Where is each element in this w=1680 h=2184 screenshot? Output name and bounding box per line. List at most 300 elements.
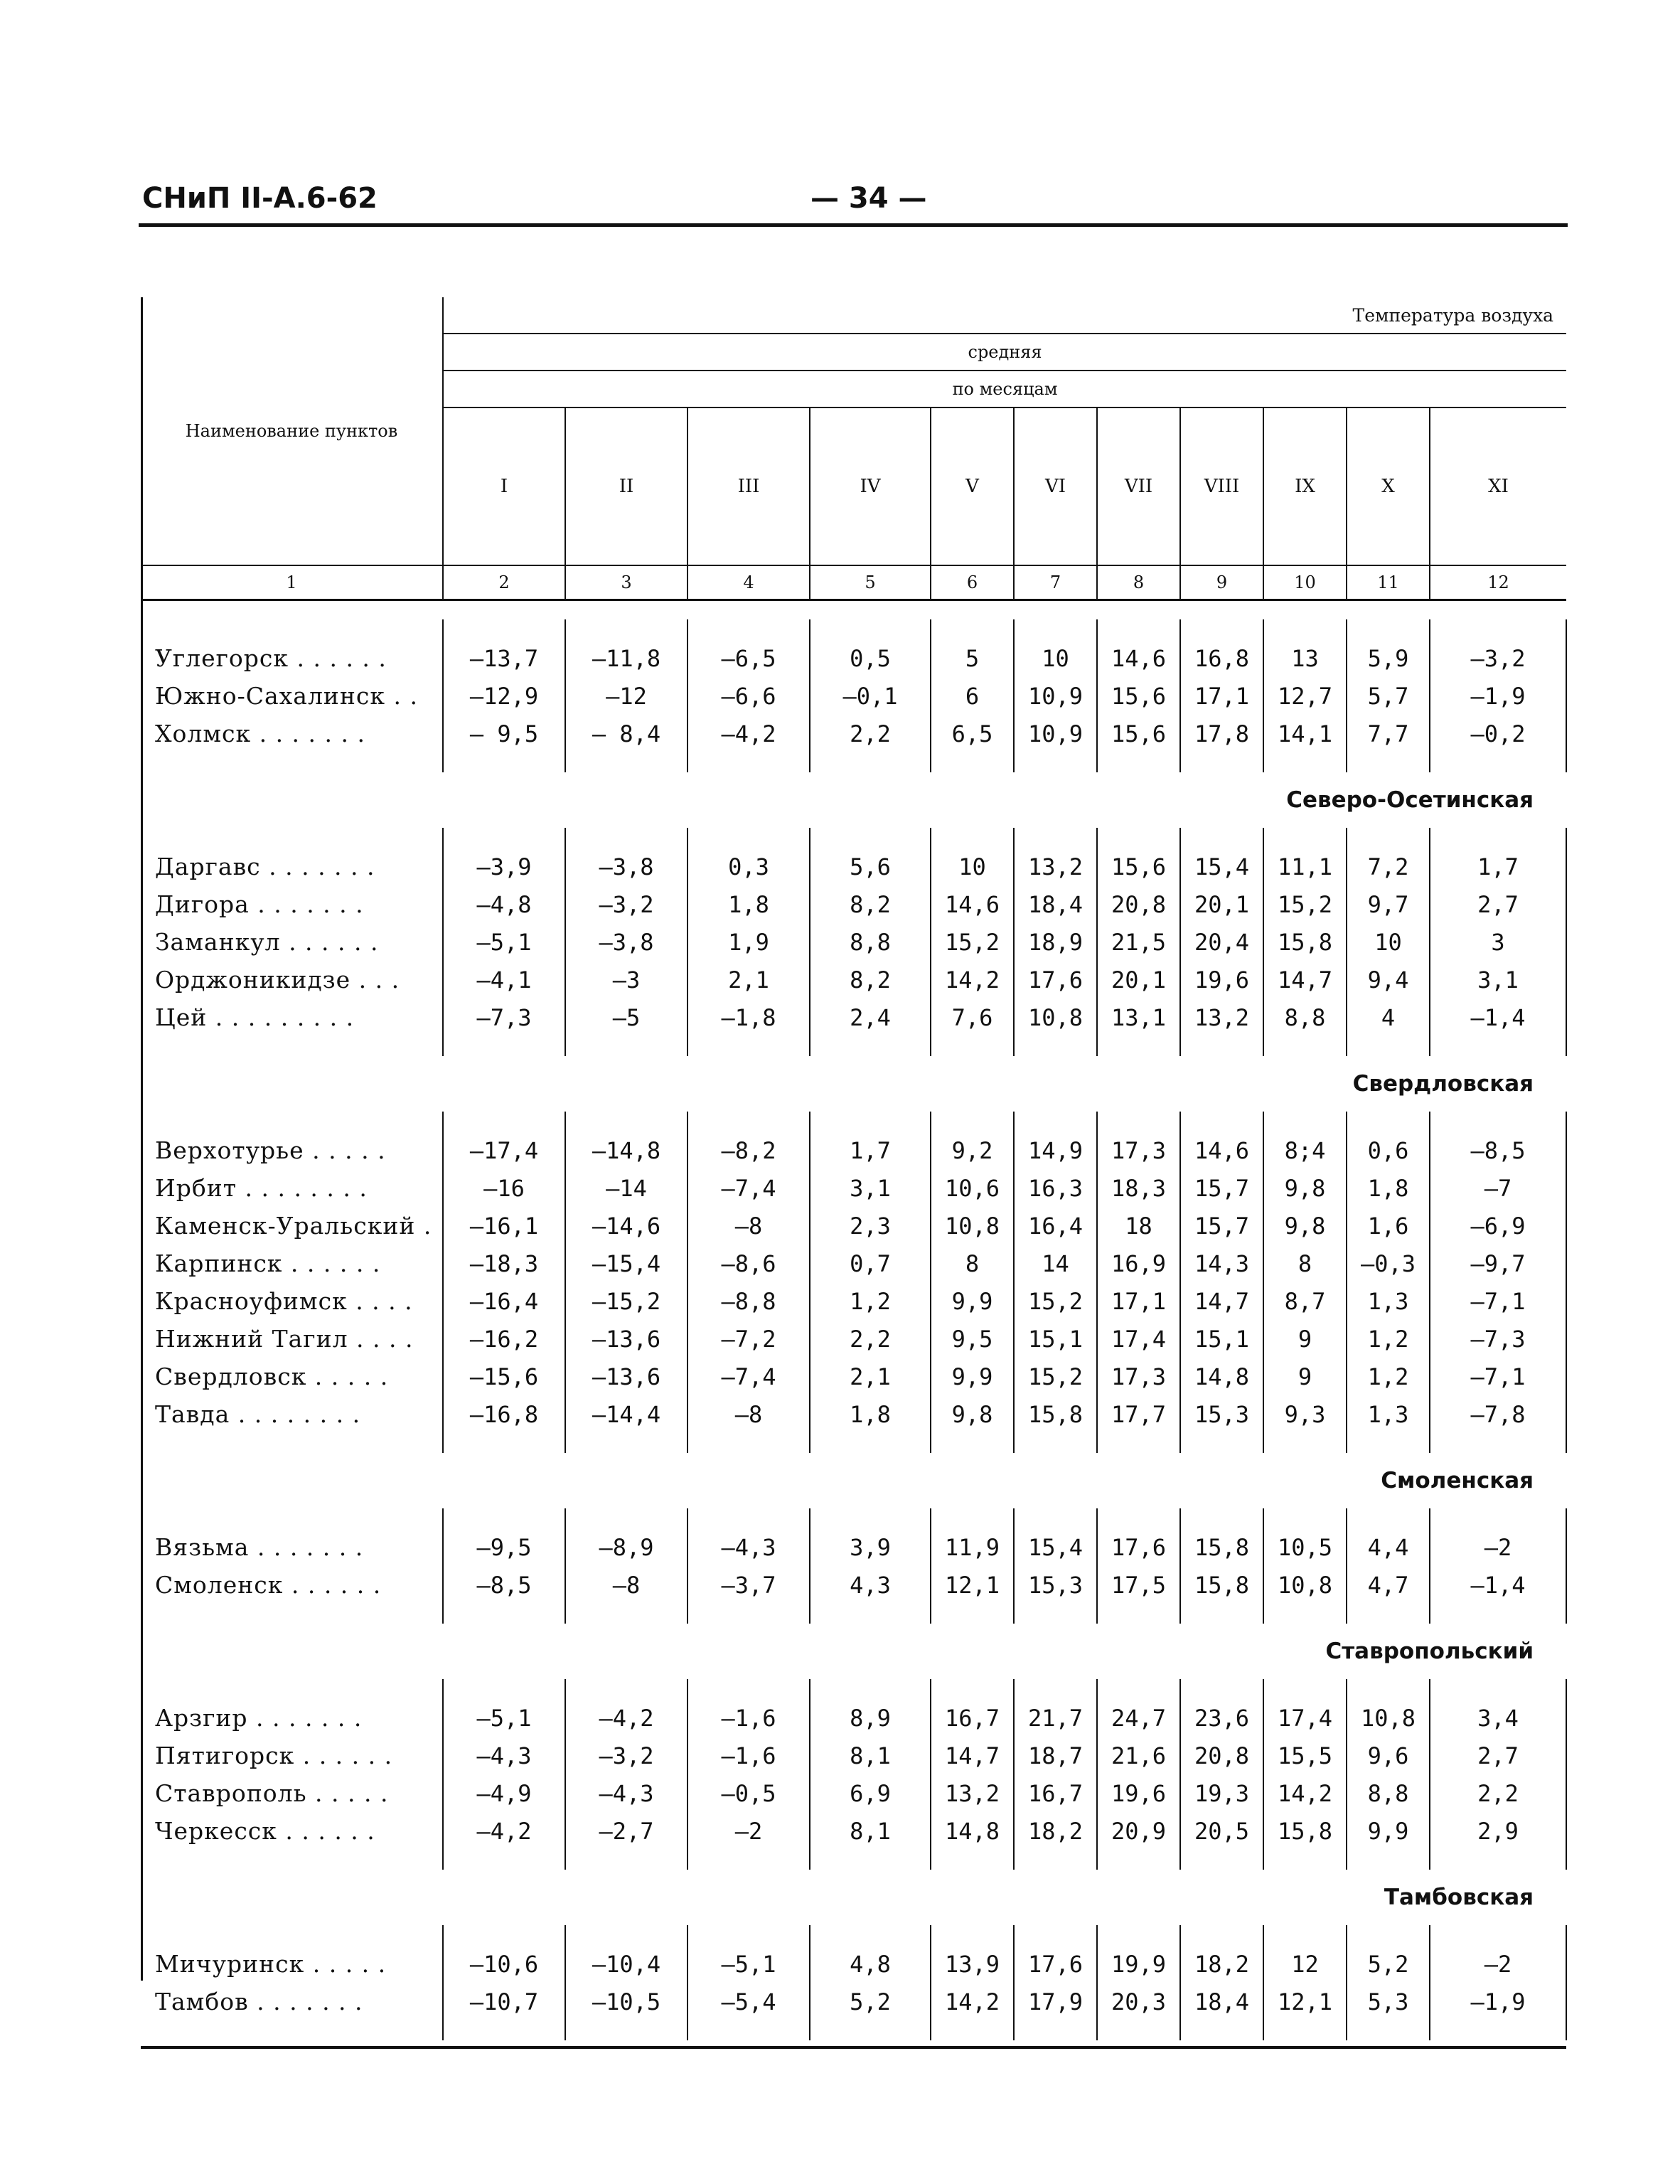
gap-cell	[1180, 752, 1263, 772]
temperature-value: 16,7	[1014, 1774, 1097, 1812]
temperature-value: 10,6	[931, 1169, 1014, 1207]
temperature-value: 15,7	[1180, 1207, 1263, 1245]
temperature-value: 1,2	[1347, 1320, 1430, 1358]
gap-cell	[931, 1850, 1014, 1870]
station-name: Мичуринск . . . . .	[141, 1945, 443, 1983]
table-row	[141, 1169, 1566, 1207]
gap-cell	[1347, 1850, 1430, 1870]
temperature-value: —10,6	[443, 1945, 565, 1983]
temperature-value: —4,8	[443, 885, 565, 923]
gap-cell	[810, 619, 931, 639]
temperature-value: 14,1	[1263, 715, 1347, 752]
temperature-value: 4,4	[1347, 1528, 1430, 1566]
temperature-value: 20,5	[1180, 1812, 1263, 1850]
bottom-rule-row	[141, 2040, 1566, 2047]
gap-cell	[1263, 1679, 1347, 1699]
temperature-value: 18,2	[1180, 1945, 1263, 1983]
temperature-value: 15,7	[1180, 1169, 1263, 1207]
temperature-value: 14,9	[1014, 1131, 1097, 1169]
temperature-value: —11,8	[565, 639, 687, 677]
temperature-value: — 8,4	[565, 715, 687, 752]
temperature-value: —3,8	[565, 923, 687, 961]
temperature-value: —7,2	[687, 1320, 810, 1358]
gap-cell	[931, 1433, 1014, 1453]
temperature-value: —14,6	[565, 1207, 687, 1245]
gap-cell	[1430, 1112, 1566, 1131]
temperature-value: 3,1	[810, 1169, 931, 1207]
column-number: 5	[810, 565, 931, 600]
gap-cell	[141, 1604, 443, 1624]
gap-cell	[1014, 1679, 1097, 1699]
temperature-value: 17,6	[1097, 1528, 1180, 1566]
gap-row	[141, 1850, 1566, 1870]
station-name: Ирбит . . . . . . . .	[141, 1169, 443, 1207]
station-name: Каменск-Уральский .	[141, 1207, 443, 1245]
temperature-value: 9,4	[1347, 961, 1430, 998]
gap-cell	[1430, 1036, 1566, 1056]
gap-cell	[1347, 1508, 1430, 1528]
temperature-value: 21,7	[1014, 1699, 1097, 1737]
gap-cell	[1014, 828, 1097, 848]
gap-cell	[565, 1508, 687, 1528]
temperature-value: —18,3	[443, 1245, 565, 1282]
temperature-value: —8,2	[687, 1131, 810, 1169]
table-row	[141, 1774, 1566, 1812]
temperature-value: 9,3	[1263, 1395, 1347, 1433]
month-header: VII	[1097, 407, 1180, 565]
temperature-value: 2,2	[1430, 1774, 1566, 1812]
temperature-value: —3,8	[565, 848, 687, 885]
gap-cell	[1430, 1925, 1566, 1945]
temperature-value: 19,6	[1180, 961, 1263, 998]
temperature-value: 12	[1263, 1945, 1347, 1983]
temperature-value: 14,2	[931, 961, 1014, 998]
temperature-value: 8	[1263, 1245, 1347, 1282]
gap-cell	[1347, 752, 1430, 772]
temperature-value: —0,5	[687, 1774, 810, 1812]
gap-cell	[687, 828, 810, 848]
gap-cell	[443, 1036, 565, 1056]
temperature-value: 2,7	[1430, 885, 1566, 923]
temperature-value: —7,4	[687, 1169, 810, 1207]
temperature-value: 14,7	[931, 1737, 1014, 1774]
gap-cell	[1180, 1112, 1263, 1131]
gap-cell	[141, 1036, 443, 1056]
gap-cell	[1014, 619, 1097, 639]
month-header: IV	[810, 407, 931, 565]
temperature-value: 16,4	[1014, 1207, 1097, 1245]
temperature-value: 14,2	[931, 1983, 1014, 2020]
temperature-value: 13,1	[1097, 998, 1180, 1036]
temperature-value: 16,7	[931, 1699, 1014, 1737]
temperature-value: 2,3	[810, 1207, 931, 1245]
temperature-value: 14,2	[1263, 1774, 1347, 1812]
region-heading: Северо-Осетинская	[1286, 787, 1534, 813]
temperature-value: —1,4	[1430, 1566, 1566, 1604]
column-number: 2	[443, 565, 565, 600]
temperature-value: 20,3	[1097, 1983, 1180, 2020]
gap-cell	[1263, 1925, 1347, 1945]
gap-cell	[443, 1433, 565, 1453]
temperature-value: 5	[931, 639, 1014, 677]
temperature-value: 2,1	[687, 961, 810, 998]
gap-cell	[565, 2020, 687, 2040]
temperature-value: —4,2	[687, 715, 810, 752]
temperature-value: 20,1	[1180, 885, 1263, 923]
station-name: Южно-Сахалинск . .	[141, 677, 443, 715]
region-heading: Смоленская	[1381, 1468, 1534, 1493]
sub-header-by-months: по месяцам	[443, 371, 1566, 407]
temperature-value: —6,6	[687, 677, 810, 715]
temperature-value: 15,2	[931, 923, 1014, 961]
gap-cell	[141, 1508, 443, 1528]
temperature-value: 1,3	[1347, 1395, 1430, 1433]
temperature-value: 15,1	[1180, 1320, 1263, 1358]
temperature-value: —8	[565, 1566, 687, 1604]
temperature-value: 1,6	[1347, 1207, 1430, 1245]
temperature-value: 5,2	[810, 1983, 931, 2020]
temperature-value: 13,2	[1014, 848, 1097, 885]
gap-cell	[443, 1925, 565, 1945]
gap-cell	[931, 1036, 1014, 1056]
temperature-value: —16,2	[443, 1320, 565, 1358]
gap-cell	[565, 828, 687, 848]
gap-cell	[443, 828, 565, 848]
temperature-value: —14,8	[565, 1131, 687, 1169]
temperature-value: 16,8	[1180, 639, 1263, 677]
gap-cell	[810, 1508, 931, 1528]
page-number: — 34 —	[810, 182, 927, 215]
gap-cell	[687, 1679, 810, 1699]
gap-cell	[810, 752, 931, 772]
gap-cell	[1263, 1036, 1347, 1056]
table-row	[141, 1737, 1566, 1774]
station-name: Свердловск . . . . .	[141, 1358, 443, 1395]
gap-cell	[1014, 1508, 1097, 1528]
temperature-value: —4,2	[443, 1812, 565, 1850]
table-row	[141, 1358, 1566, 1395]
temperature-value: —12	[565, 677, 687, 715]
temperature-value: 9	[1263, 1320, 1347, 1358]
temperature-value: 17,1	[1097, 1282, 1180, 1320]
gap-cell	[1263, 619, 1347, 639]
gap-cell	[687, 752, 810, 772]
temperature-value: 9	[1263, 1358, 1347, 1395]
station-name: Красноуфимск . . . .	[141, 1282, 443, 1320]
temperature-value: —3,2	[565, 885, 687, 923]
temperature-value: —4,1	[443, 961, 565, 998]
temperature-value: 13,2	[931, 1774, 1014, 1812]
table-row	[141, 1131, 1566, 1169]
month-header: X	[1347, 407, 1430, 565]
table-row	[141, 1395, 1566, 1433]
station-name: Нижний Тагил . . . .	[141, 1320, 443, 1358]
temperature-value: —8	[687, 1395, 810, 1433]
table-row	[141, 715, 1566, 752]
gap-cell	[1430, 2020, 1566, 2040]
temperature-value: —1,8	[687, 998, 810, 1036]
gap-cell	[1347, 1112, 1430, 1131]
temperature-value: 8,9	[810, 1699, 931, 1737]
temperature-value: —7	[1430, 1169, 1566, 1207]
table-row	[141, 1245, 1566, 1282]
table-row	[141, 1699, 1566, 1737]
temperature-value: —13,7	[443, 639, 565, 677]
temperature-value: —7,1	[1430, 1282, 1566, 1320]
temperature-value: 11,1	[1263, 848, 1347, 885]
temperature-value: 10	[1347, 923, 1430, 961]
gap-cell	[1430, 1604, 1566, 1624]
temperature-value: —3,2	[1430, 639, 1566, 677]
temperature-value: 2,2	[810, 715, 931, 752]
gap-cell	[565, 1850, 687, 1870]
temperature-value: 1,2	[810, 1282, 931, 1320]
temperature-value: 10,8	[1347, 1699, 1430, 1737]
temperature-value: 12,7	[1263, 677, 1347, 715]
temperature-value: —8,9	[565, 1528, 687, 1566]
gap-row	[141, 1433, 1566, 1453]
temperature-value: —5,1	[443, 923, 565, 961]
temperature-value: —6,9	[1430, 1207, 1566, 1245]
temperature-value: —8,5	[443, 1566, 565, 1604]
header-rule	[139, 223, 1568, 227]
month-header: IX	[1263, 407, 1347, 565]
gap-cell	[931, 2020, 1014, 2040]
temperature-value: —2	[1430, 1945, 1566, 1983]
temperature-value: —16	[443, 1169, 565, 1207]
gap-row	[141, 1679, 1566, 1699]
gap-cell	[1263, 1508, 1347, 1528]
temperature-value: 9,5	[931, 1320, 1014, 1358]
gap-cell	[443, 1850, 565, 1870]
temperature-value: —8,6	[687, 1245, 810, 1282]
month-header: V	[931, 407, 1014, 565]
station-name: Пятигорск . . . . . .	[141, 1737, 443, 1774]
column-number: 11	[1347, 565, 1430, 600]
temperature-value: 18	[1097, 1207, 1180, 1245]
gap-cell	[1097, 1679, 1180, 1699]
temperature-value: —4,2	[565, 1699, 687, 1737]
temperature-value: 6,9	[810, 1774, 931, 1812]
temperature-value: —4,3	[565, 1774, 687, 1812]
station-name: Тавда . . . . . . . .	[141, 1395, 443, 1433]
temperature-value: 10,9	[1014, 715, 1097, 752]
station-name: Вязьма . . . . . . .	[141, 1528, 443, 1566]
temperature-value: 14,3	[1180, 1245, 1263, 1282]
temperature-value: 2,9	[1430, 1812, 1566, 1850]
temperature-value: 4,3	[810, 1566, 931, 1604]
gap-cell	[1430, 1508, 1566, 1528]
gap-cell	[1430, 1679, 1566, 1699]
temperature-value: 17,6	[1014, 1945, 1097, 1983]
gap-cell	[1430, 752, 1566, 772]
temperature-value: 19,3	[1180, 1774, 1263, 1812]
temperature-value: —9,5	[443, 1528, 565, 1566]
temperature-value: 6	[931, 677, 1014, 715]
gap-cell	[141, 619, 443, 639]
temperature-value: —16,4	[443, 1282, 565, 1320]
name-column-header: Наименование пунктов	[141, 297, 443, 565]
gap-cell	[1097, 1925, 1180, 1945]
table-row	[141, 677, 1566, 715]
gap-cell	[810, 1112, 931, 1131]
gap-cell	[565, 1679, 687, 1699]
temperature-value: 18,4	[1180, 1983, 1263, 2020]
gap-cell	[1180, 1604, 1263, 1624]
column-number: 4	[687, 565, 810, 600]
gap-cell	[1347, 828, 1430, 848]
temperature-value: 10,9	[1014, 677, 1097, 715]
gap-cell	[1180, 828, 1263, 848]
temperature-value: 9,2	[931, 1131, 1014, 1169]
temperature-value: 8,8	[810, 923, 931, 961]
sub-header-average: средняя	[443, 334, 1566, 371]
temperature-value: —10,5	[565, 1983, 687, 2020]
gap-cell	[687, 1925, 810, 1945]
temperature-value: 17,1	[1180, 677, 1263, 715]
gap-row	[141, 1508, 1566, 1528]
temperature-value: —7,8	[1430, 1395, 1566, 1433]
temperature-value: 10,8	[931, 1207, 1014, 1245]
temperature-value: —15,2	[565, 1282, 687, 1320]
temperature-value: 1,7	[810, 1131, 931, 1169]
temperature-value: 20,4	[1180, 923, 1263, 961]
temperature-value: 17,6	[1014, 961, 1097, 998]
temperature-value: —14	[565, 1169, 687, 1207]
temperature-value: 1,8	[1347, 1169, 1430, 1207]
gap-cell	[443, 1112, 565, 1131]
temperature-value: 8,8	[1347, 1774, 1430, 1812]
month-header: VIII	[1180, 407, 1263, 565]
spacer-cell	[141, 600, 1566, 620]
page-header	[142, 182, 1564, 225]
temperature-value: 17,7	[1097, 1395, 1180, 1433]
temperature-value: 9,9	[1347, 1812, 1430, 1850]
temperature-value: 15,2	[1014, 1358, 1097, 1395]
temperature-value: 20,1	[1097, 961, 1180, 998]
temperature-value: 21,6	[1097, 1737, 1180, 1774]
region-row	[141, 1624, 1566, 1679]
temperature-value: 3,1	[1430, 961, 1566, 998]
column-number: 7	[1014, 565, 1097, 600]
temperature-value: —0,3	[1347, 1245, 1430, 1282]
month-header: II	[565, 407, 687, 565]
temperature-value: 2,7	[1430, 1737, 1566, 1774]
temperature-value: 9,9	[931, 1282, 1014, 1320]
column-number: 8	[1097, 565, 1180, 600]
gap-cell	[565, 1036, 687, 1056]
temperature-value: 20,8	[1180, 1737, 1263, 1774]
temperature-value: —4,3	[443, 1737, 565, 1774]
region-row	[141, 1056, 1566, 1112]
gap-cell	[141, 1112, 443, 1131]
gap-cell	[1097, 752, 1180, 772]
gap-cell	[1097, 828, 1180, 848]
station-name: Углегорск . . . . . .	[141, 639, 443, 677]
column-number: 3	[565, 565, 687, 600]
temperature-value: 14,7	[1263, 961, 1347, 998]
temperature-value: 15,6	[1097, 715, 1180, 752]
gap-cell	[1097, 2020, 1180, 2040]
temperature-value: 3,4	[1430, 1699, 1566, 1737]
station-name: Даргавс . . . . . . .	[141, 848, 443, 885]
gap-cell	[1014, 752, 1097, 772]
table-row	[141, 1983, 1566, 2020]
temperature-value: 16,3	[1014, 1169, 1097, 1207]
gap-cell	[1263, 752, 1347, 772]
temperature-value: —14,4	[565, 1395, 687, 1433]
temperature-value: 1,3	[1347, 1282, 1430, 1320]
gap-cell	[1014, 1850, 1097, 1870]
temperature-value: 10	[1014, 639, 1097, 677]
temperature-value: 9,7	[1347, 885, 1430, 923]
table-row	[141, 923, 1566, 961]
temperature-value: 15,8	[1180, 1566, 1263, 1604]
temperature-value: 12,1	[1263, 1983, 1347, 2020]
column-number: 9	[1180, 565, 1263, 600]
station-name: Орджоникидзе . . .	[141, 961, 443, 998]
temperature-value: 10	[931, 848, 1014, 885]
temperature-value: —3,7	[687, 1566, 810, 1604]
column-number: 10	[1263, 565, 1347, 600]
region-heading: Свердловская	[1352, 1071, 1534, 1097]
temperature-value: 1,2	[1347, 1358, 1430, 1395]
month-header: VI	[1014, 407, 1097, 565]
gap-cell	[687, 1508, 810, 1528]
temperature-value: 15,2	[1014, 1282, 1097, 1320]
temperature-value: 19,9	[1097, 1945, 1180, 1983]
temperature-value: 17,4	[1263, 1699, 1347, 1737]
table-row	[141, 885, 1566, 923]
gap-cell	[1347, 1604, 1430, 1624]
temperature-value: 14,7	[1180, 1282, 1263, 1320]
temperature-value: 7,2	[1347, 848, 1430, 885]
temperature-value: 10,5	[1263, 1528, 1347, 1566]
gap-cell	[687, 1112, 810, 1131]
temperature-value: 8;4	[1263, 1131, 1347, 1169]
temperature-value: 18,4	[1014, 885, 1097, 923]
gap-row	[141, 1604, 1566, 1624]
temperature-value: —8,8	[687, 1282, 810, 1320]
gap-cell	[1430, 1433, 1566, 1453]
gap-cell	[1097, 1112, 1180, 1131]
gap-cell	[1430, 1850, 1566, 1870]
temperature-value: 13	[1263, 639, 1347, 677]
temperature-value: 8,1	[810, 1812, 931, 1850]
gap-cell	[1014, 1112, 1097, 1131]
station-name: Цей . . . . . . . . .	[141, 998, 443, 1036]
temperature-value: 19,6	[1097, 1774, 1180, 1812]
temperature-value: —4,3	[687, 1528, 810, 1566]
gap-cell	[565, 1925, 687, 1945]
gap-row	[141, 1925, 1566, 1945]
temperature-value: — 9,5	[443, 715, 565, 752]
gap-cell	[141, 752, 443, 772]
temperature-value: —17,4	[443, 1131, 565, 1169]
gap-cell	[141, 2020, 443, 2040]
temperature-value: 2,2	[810, 1320, 931, 1358]
gap-cell	[931, 1679, 1014, 1699]
gap-cell	[931, 752, 1014, 772]
gap-cell	[1180, 2020, 1263, 2040]
temperature-value: —1,6	[687, 1737, 810, 1774]
temperature-value: 5,9	[1347, 639, 1430, 677]
gap-cell	[810, 1679, 931, 1699]
table-row	[141, 1566, 1566, 1604]
column-number: 1	[141, 565, 443, 600]
table-row	[141, 1282, 1566, 1320]
gap-cell	[1263, 1112, 1347, 1131]
